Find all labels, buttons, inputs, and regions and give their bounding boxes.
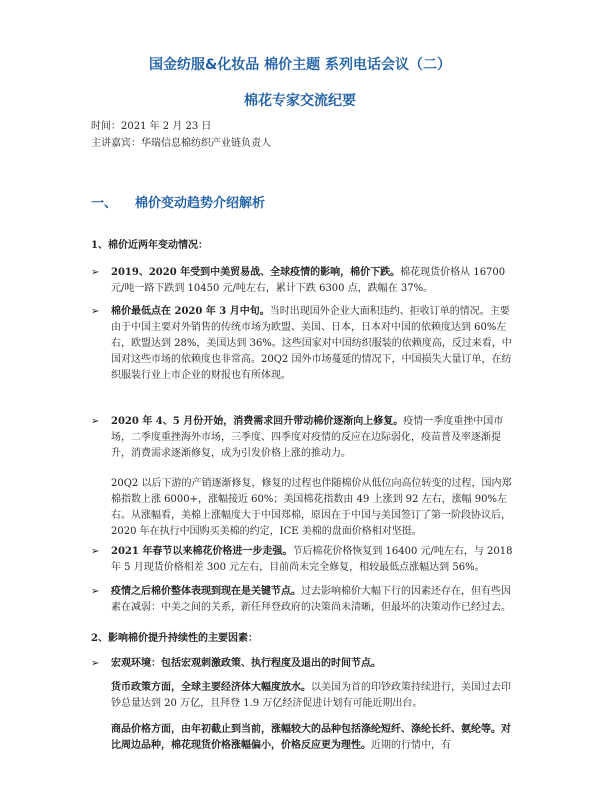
list-item	[111, 265, 514, 297]
subsection-heading: 1、棉价近两年变动情况：	[91, 240, 208, 251]
section-number: 一、	[91, 196, 118, 211]
item-text: 当时出现国外企业大面积违约、拒收订单的情况。主要由于中国主要对外销售的传统市场为欧盟、美国、日本，日本对中国的依赖度达到 60%左右，欧盟达到 28%，美国达到 36%。这些国家对中国纺织服装的依赖度高，反过来看，中国对这些市场的依赖度也非常高。20Q2 国外市场蔓延的情况下，中国损失大量订单，在纺织服装行业上市企业的财报也有所体现。	[111, 306, 512, 381]
paragraph-text: 以美国为首的印钞政策持续进行，美国过去印钞总量达到 20 万亿，且拜登 1.9 万亿经济促进计划有可能近期出台。	[111, 682, 511, 709]
item-text: 过去影响棉价大幅下行的因素还存在，但有些因素在减弱：中美之间的关系，新任拜登政府的决策尚未清晰，但最坏的决策动作已经过去。	[111, 586, 511, 613]
meeting-time: 时间：2021 年 2 月 23 日	[91, 121, 212, 132]
bullet-arrow-icon: ➢	[91, 658, 100, 669]
item-text: 节后棉花价格恢复到 16400 元/吨左右，与 2018 年 5 月现货价格相差 300 元左右，目前尚未完全修复，相较最低点涨幅达到 56%。	[111, 546, 513, 573]
section-heading	[91, 192, 265, 211]
bullet-arrow-icon: ➢	[91, 546, 100, 557]
document-subtitle: 棉花专家交流纪要	[244, 93, 356, 109]
body-paragraph	[111, 680, 514, 712]
item-lead: 宏观环境：包括宏观刺激政策、执行程度及退出的时间节点。	[111, 658, 381, 669]
item-lead: 2020 年 4、5 月份开始，消费需求回升带动棉价逐渐向上修复。	[111, 416, 404, 427]
body-paragraph: 20Q2 以后下游的产销逐渐修复，修复的过程也伴随棉价从低位向高位转变的过程，国内郑棉指数上涨 6000+，涨幅接近 60%；美国棉花指数由 49 上涨到 92 左右，涨幅 90%左右。从涨幅看，美棉上涨幅度大于中国郑棉，原因在于中国与美国签订了第一阶段协议后，2020 年在执行中国购买美棉的约定，ICE 美棉的盘面价格相对坚挺。	[111, 478, 512, 537]
item-text: 疫情一季度重挫中国市场，二季度重挫海外市场，三季度、四季度对疫情的反应在边际弱化，疫苗普及率逐渐提升，消费需求逐渐修复，成为引发价格上涨的推动力。	[111, 416, 504, 459]
item-lead: 2019、2020 年受到中美贸易战、全球疫情的影响，棉价下跌。	[111, 267, 401, 278]
paragraph-text: 近期的行情中，有	[371, 740, 451, 751]
document-title: 国金纺服&化妆品 棉价主题 系列电话会议（二）	[149, 57, 451, 73]
list-item	[111, 414, 514, 462]
item-text: 棉花现货价格从 16700 元/吨一路下跌到 10450 元/吨左右，累计下跌 6300 点，跌幅在 37%。	[111, 267, 506, 294]
bullet-arrow-icon: ➢	[91, 267, 100, 278]
body-paragraph	[111, 722, 514, 754]
list-item	[111, 544, 514, 576]
bullet-arrow-icon: ➢	[91, 306, 100, 317]
item-lead: 棉价最低点在 2020 年 3 月中旬。	[111, 306, 270, 317]
list-item	[111, 584, 514, 616]
bullet-arrow-icon: ➢	[91, 586, 100, 597]
subsection-heading: 2、影响棉价提升持续性的主要因素：	[91, 633, 258, 644]
paragraph-lead: 商品价格方面，由年初截止到当前，涨幅较大的品种包括涤纶短纤、涤纶长纤、氨纶等。对比周边品种，棉花现货价格涨幅偏小，价格反应更为理性。	[111, 724, 511, 751]
item-lead: 疫情之后棉价整体表现到现在是关键节点。	[111, 586, 301, 597]
list-item	[111, 304, 514, 384]
meeting-host: 主讲嘉宾：华瑞信息棉纺织产业链负责人	[91, 138, 271, 149]
bullet-arrow-icon: ➢	[91, 416, 100, 427]
section-title: 棉价变动趋势介绍解析	[135, 196, 266, 211]
list-item	[111, 656, 514, 672]
item-lead: 2021 年春节以来棉花价格进一步走强。	[111, 546, 293, 557]
paragraph-lead: 货币政策方面，全球主要经济体大幅度放水。	[111, 682, 311, 693]
